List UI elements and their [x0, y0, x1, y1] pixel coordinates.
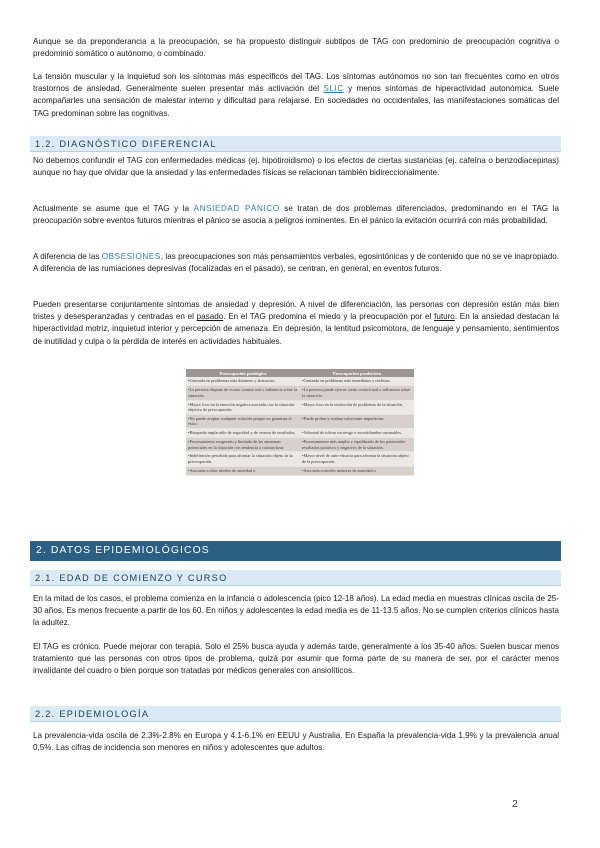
term-panic: ANSIEDAD PÁNICO — [193, 204, 280, 213]
section-heading-2-2: 2.2. EPIDEMIOLOGÍA — [30, 706, 561, 722]
table-cell: •Asociada a niveles menores de ansiedad o — [300, 466, 414, 475]
table-cell: •La persona dispone de escaso control real o influencia sobre la situación. — [186, 386, 300, 400]
section-heading-2: 2. DATOS EPIDEMIOLÓGICOS — [30, 541, 561, 561]
diagnosis-paragraph-1: No debemos confundir el TAG con enfermedades médicas (ej. hipotiroidismo) o los efectos de ciertas sustancias (ej. cafeína o benzodiacepinas) aunque no hay que olvidar que la ansiedad y las enfermedades físicas se relacionan también bidireccionalmente. — [33, 156, 559, 178]
table-cell: •Procesamiento más amplio y equilibrado de los potenciales resultados positivos y negativos de la situación. — [300, 438, 414, 452]
intro-paragraph-1: Aunque se da preponderancia a la preocupación, se ha propuesto distinguir subtipos de TAG con predominio de preocupación cognitiva o predominio somático o autónomo, o combinado. — [33, 37, 559, 59]
table-header-pathological: Preocupación patológica — [186, 369, 300, 377]
table-header-row — [186, 369, 414, 377]
diagnosis-paragraph-2: Actualmente se asume que el TAG y la ANSIEDAD PÁNICO se tratan de dos problemas diferenciados, predominando en el TAG la preocupación sobre eventos futuros mientras el pánico se asocia a peligros inminentes. En el pánico la evitación ocurrirá con más probabilidad. — [33, 204, 559, 226]
table-cell: •La persona puede ejercer cierto control real o influencia sobre la situación. — [300, 386, 414, 400]
table-row — [186, 400, 414, 414]
onset-paragraph-2: El TAG es crónico. Puede mejorar con terapia. Solo el 25% busca ayuda y además tarde, generalmente a los 35-40 años. Suelen buscar menos tratamiento que las personas con otros tipos de problema, quizá por asumir que forma parte de su manera de ser, por el carácter menos invalidante del cuadro o bien porque son tratadas por médicos generales con ansiolíticos. — [33, 642, 559, 676]
diagnosis-paragraph-4: Pueden presentarse conjuntamente síntomas de ansiedad y depresión. A nivel de diferenciación, las personas con depresión están más bien tristes y desesperanzadas y centradas en el pasado. En el TAG predomina el miedo y la preocupación por el futuro. En la ansiedad destacan la hiperactividad motriz, inquietud interior y percepción de amenaza. En depresión, la lentitud psicomotora, de lenguaje y pensamiento, sentimientos de inutilidad y culpa o la pérdida de interés en actividades habituales. — [33, 300, 559, 346]
table-header-productive: Preocupación productiva — [300, 369, 414, 377]
intro-paragraph-2: La tensión muscular y la inquietud son los síntomas más específicos del TAG. Los síntomas autónomos no son tan frecuentes como en otros trastornos de ansiedad. Generalmente suelen presentar más activación del SLIC y menos síntomas de hiperactividad autonómica. Suele acompañarles una sensación de malestar interno y dificultad para relajarse. En sociedades no occidentales, las manifestaciones somáticas del TAG predominan sobre las cognitivas. — [33, 72, 560, 118]
table-row — [186, 438, 414, 452]
section-heading-2-1: 2.1. EDAD DE COMIENZO Y CURSO — [30, 570, 561, 586]
table-row — [186, 452, 414, 466]
table-cell: •Mayor foco en la resolución de problemas de la situación. — [300, 400, 414, 414]
table-cell: •Mayor nivel de auto-eficacia para afrontar la situación objeto de la preocupación. — [300, 452, 414, 466]
epidemiology-paragraph-1: La prevalencia-vida oscila de 2.3%-2.8% en Europa y 4.1-6.1% en EEUU y Australia. En España la prevalencia-vida 1,9% y la prevalencia anual 0,5%. Las cifras de incidencia son menores en niños y adolescentes que adultos. — [33, 731, 559, 753]
diagnosis-paragraph-3: A diferencia de las OBSESIONES, las preocupaciones son más pensamientos verbales, egosintónicas y de contenido que no se ve inapropiado. A diferencia de las rumiaciones depresivas (focalizadas en el pasado), se centran, en general, en eventos futuros. — [33, 252, 559, 274]
section-heading-1-2: 1.2. DIAGNÓSTICO DIFERENCIAL — [30, 136, 561, 152]
underlined-past: pasado — [196, 312, 224, 322]
table-cell: •Centrada en problemas más distantes y abstractos. — [186, 377, 300, 385]
table-cell: •Centrada en problemas más inmediatos y realistas. — [300, 377, 414, 385]
table-row — [186, 466, 414, 475]
table-cell: •Puede probar y evaluar soluciones imperfectas. — [300, 414, 414, 428]
table-cell: •Voluntad de tolerar un riesgo e incertidumbre razonables. — [300, 429, 414, 438]
table-cell: •No puede aceptar cualquier solución porque no garantiza el éxito. — [186, 414, 300, 428]
worry-comparison-table — [186, 369, 414, 476]
term-obsessions: OBSESIONES — [101, 252, 161, 261]
table-cell: •Búsqueda implacable de seguridad y de certeza de resultados. — [186, 429, 300, 438]
table-cell: •Indefinición percibida para afrontar la situación objeto de la preocupación. — [186, 452, 300, 466]
table-cell: •Asociada a altos niveles de ansiedad o — [186, 466, 300, 475]
table-row — [186, 429, 414, 438]
table-cell: •Mayor foco en la emoción negativa asociada con la situación objetivo de preocupación. — [186, 400, 300, 414]
table-row — [186, 414, 414, 428]
page-number: 2 — [512, 798, 518, 810]
table-row — [186, 386, 414, 400]
underlined-future: futuro — [434, 312, 455, 322]
slic-link[interactable]: SLIC — [323, 84, 344, 94]
table-cell: •Procesamiento exagerado y limitado de las amenazas potenciales en la situación con tendencia a catastrofizar. — [186, 438, 300, 452]
table-row — [186, 377, 414, 385]
onset-paragraph-1: En la mitad de los casos, el problema comienza en la infancia o adolescencia (pico 12-18 años). La edad media en muestras clínicas oscila de 25-30 años. Es menos frecuente a partir de los 60. En niños y adolescentes la edad media es de 11-13.5 años. No se cumplen criterios clínicos hasta la adultez. — [33, 594, 559, 628]
